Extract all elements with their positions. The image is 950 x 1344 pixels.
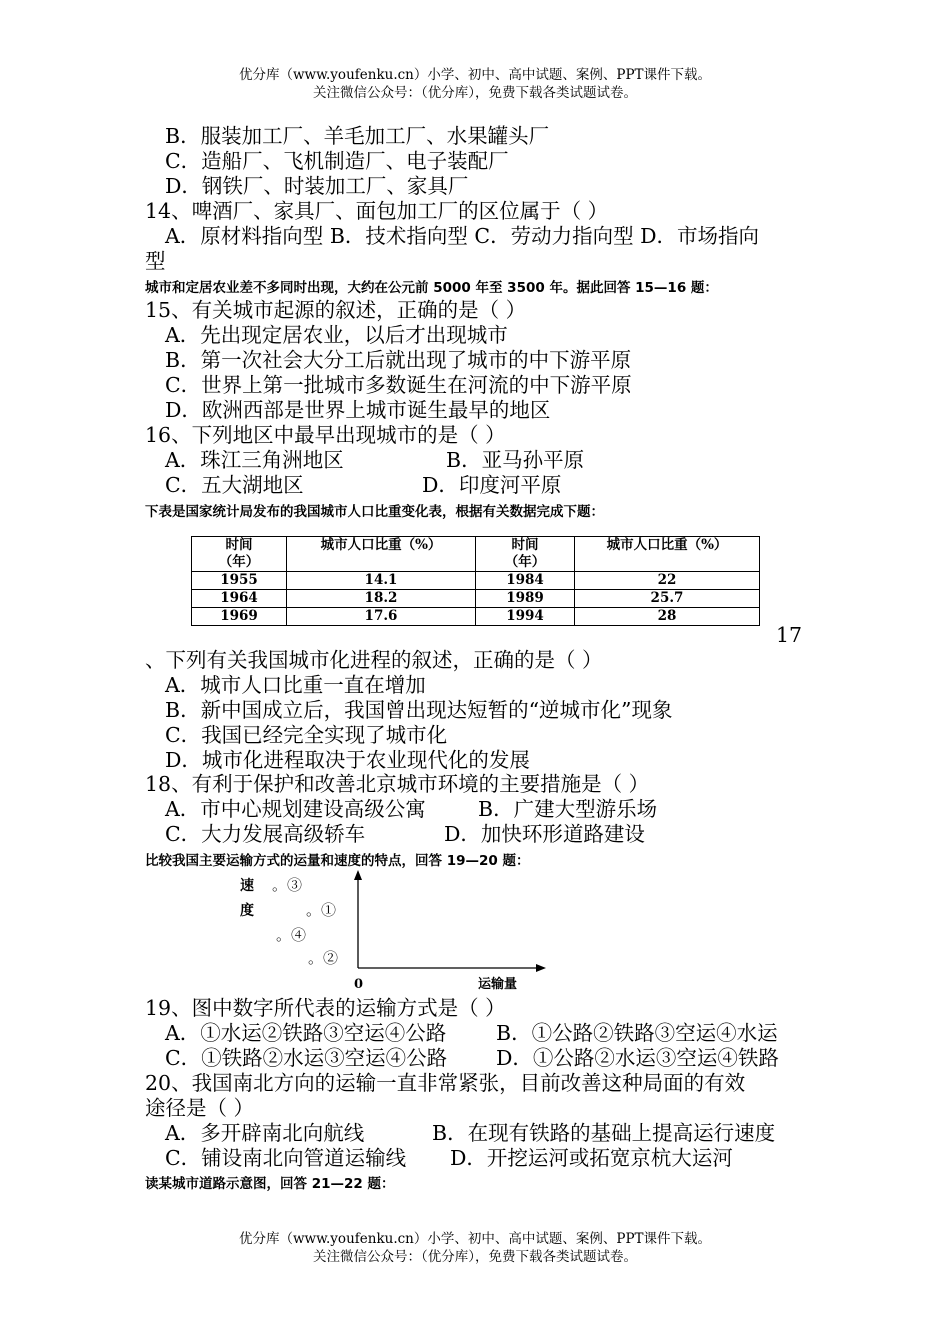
q20-stem-line1: 20、我国南北方向的运输一直非常紧张，目前改善这种局面的有效 <box>145 1071 746 1095</box>
q18-option-a: A．市中心规划建设高级公寓 <box>165 797 426 821</box>
q17-option-d: D．城市化进程取决于农业现代化的发展 <box>165 748 530 772</box>
table-row <box>192 572 760 590</box>
table-cell: 25.7 <box>575 590 760 608</box>
q16-option-d: D．印度河平原 <box>422 473 562 497</box>
page-footer-line1: 优分库（www.youfenku.cn）小学、初中、高中试题、案例、PPT课件下载。 <box>238 1231 712 1247</box>
origin-label: 0 <box>354 977 364 992</box>
y-label-2: 度 <box>240 903 254 919</box>
q17-option-c: C．我国已经完全实现了城市化 <box>165 723 448 747</box>
q20-option-a: A．多开辟南北向航线 <box>165 1121 365 1145</box>
transport-figure-svg <box>230 868 560 998</box>
q15-option-a: A．先出现定居农业，以后才出现城市 <box>165 323 508 347</box>
q14-options-wrap: 型 <box>145 249 166 273</box>
q20-option-b: B．在现有铁路的基础上提高运行速度 <box>432 1121 776 1145</box>
point-3: 。③ <box>272 876 303 894</box>
q16-option-c: C．五大湖地区 <box>165 473 304 497</box>
page-header-line1: 优分库（www.youfenku.cn）小学、初中、高中试题、案例、PPT课件下载。 <box>238 67 712 83</box>
table-cell: 1989 <box>476 590 575 608</box>
q19-stem: 19、图中数字所代表的运输方式是（ ） <box>145 996 506 1020</box>
x-label: 运输量 <box>478 977 518 992</box>
q13-option-d: D．钢铁厂、时装加工厂、家具厂 <box>165 174 469 198</box>
urban-population-table <box>191 536 760 626</box>
q15-stem: 15、有关城市起源的叙述，正确的是（ ） <box>145 298 527 322</box>
q19-option-c: C．①铁路②水运③空运④公路 <box>165 1046 448 1070</box>
intro-table: 下表是国家统计局发布的我国城市人口比重变化表，根据有关数据完成下题： <box>145 504 604 520</box>
table-cell: 22 <box>575 572 760 590</box>
col-header-time-2 <box>476 537 575 572</box>
q20-option-d: D．开挖运河或拓宽京杭大运河 <box>450 1146 733 1170</box>
y-axis-arrow-icon <box>354 870 362 880</box>
point-1: 。① <box>306 901 337 919</box>
col-header-time-2-l2: （年） <box>504 554 546 570</box>
q17-stem: 、下列有关我国城市化进程的叙述，正确的是（ ） <box>145 648 603 672</box>
q15-option-c: C．世界上第一批城市多数诞生在河流的中下游平原 <box>165 373 632 397</box>
q13-option-b: B．服装加工厂、羊毛加工厂、水果罐头厂 <box>165 124 550 148</box>
intro-21-22: 读某城市道路示意图，回答 21—22 题： <box>145 1176 395 1192</box>
q16-stem: 16、下列地区中最早出现城市的是（ ） <box>145 423 506 447</box>
page-footer-line2: 关注微信公众号：（优分库），免费下载各类试题试卷。 <box>313 1249 637 1265</box>
q14-stem: 14、啤酒厂、家具厂、面包加工厂的区位属于（ ） <box>145 199 609 223</box>
q17-option-b: B．新中国成立后，我国曾出现达短暂的“逆城市化”现象 <box>165 698 673 722</box>
transport-figure <box>230 868 560 1002</box>
q18-option-b: B．广建大型游乐场 <box>478 797 658 821</box>
q18-option-c: C．大力发展高级轿车 <box>165 822 366 846</box>
col-header-ratio-2: 城市人口比重（%） <box>575 537 760 572</box>
q20-stem-line2: 途径是（ ） <box>145 1096 255 1120</box>
q18-stem: 18、有利于保护和改善北京城市环境的主要措施是（ ） <box>145 772 650 796</box>
table-header-row <box>192 537 760 572</box>
intro-19-20: 比较我国主要运输方式的运量和速度的特点，回答 19—20 题： <box>145 853 530 869</box>
page-header-line2: 关注微信公众号：（优分库），免费下载各类试题试卷。 <box>313 85 637 101</box>
col-header-time-1-l1: 时间 <box>225 537 253 553</box>
table-cell: 28 <box>575 608 760 626</box>
x-axis-arrow-icon <box>536 964 546 972</box>
q14-options: A．原材料指向型 B．技术指向型 C．劳动力指向型 D．市场指向 <box>165 224 760 248</box>
point-4: 。④ <box>276 926 307 944</box>
col-header-ratio-1: 城市人口比重（%） <box>287 537 476 572</box>
table-row <box>192 590 760 608</box>
intro-15-16: 城市和定居农业差不多同时出现，大约在公元前 5000 年至 3500 年。据此回答 15—16 题： <box>145 280 718 296</box>
q16-option-a: A．珠江三角洲地区 <box>165 448 344 472</box>
q19-option-a: A．①水运②铁路③空运④公路 <box>165 1021 447 1045</box>
table-cell: 1964 <box>192 590 287 608</box>
q18-option-d: D．加快环形道路建设 <box>444 822 645 846</box>
q16-option-b: B．亚马孙平原 <box>446 448 585 472</box>
table-row <box>192 608 760 626</box>
y-label-1: 速 <box>240 878 254 894</box>
q17-option-a: A．城市人口比重一直在增加 <box>165 673 426 697</box>
q19-option-d: D．①公路②水运③空运④铁路 <box>496 1046 779 1070</box>
q20-option-c: C．铺设南北向管道运输线 <box>165 1146 407 1170</box>
table-cell: 17.6 <box>287 608 476 626</box>
table-cell: 1969 <box>192 608 287 626</box>
table-cell: 1955 <box>192 572 287 590</box>
point-2: 。② <box>308 949 339 967</box>
q13-option-c: C．造船厂、飞机制造厂、电子装配厂 <box>165 149 509 173</box>
table-cell: 18.2 <box>287 590 476 608</box>
q17-number: 17 <box>776 623 803 647</box>
col-header-time-2-l1: 时间 <box>511 537 539 553</box>
table-cell: 14.1 <box>287 572 476 590</box>
q19-option-b: B．①公路②铁路③空运④水运 <box>496 1021 778 1045</box>
col-header-time-1 <box>192 537 287 572</box>
q15-option-d: D．欧洲西部是世界上城市诞生最早的地区 <box>165 398 551 422</box>
q15-option-b: B．第一次社会大分工后就出现了城市的中下游平原 <box>165 348 632 372</box>
col-header-time-1-l2: （年） <box>218 554 260 570</box>
table-cell: 1984 <box>476 572 575 590</box>
table-cell: 1994 <box>476 608 575 626</box>
